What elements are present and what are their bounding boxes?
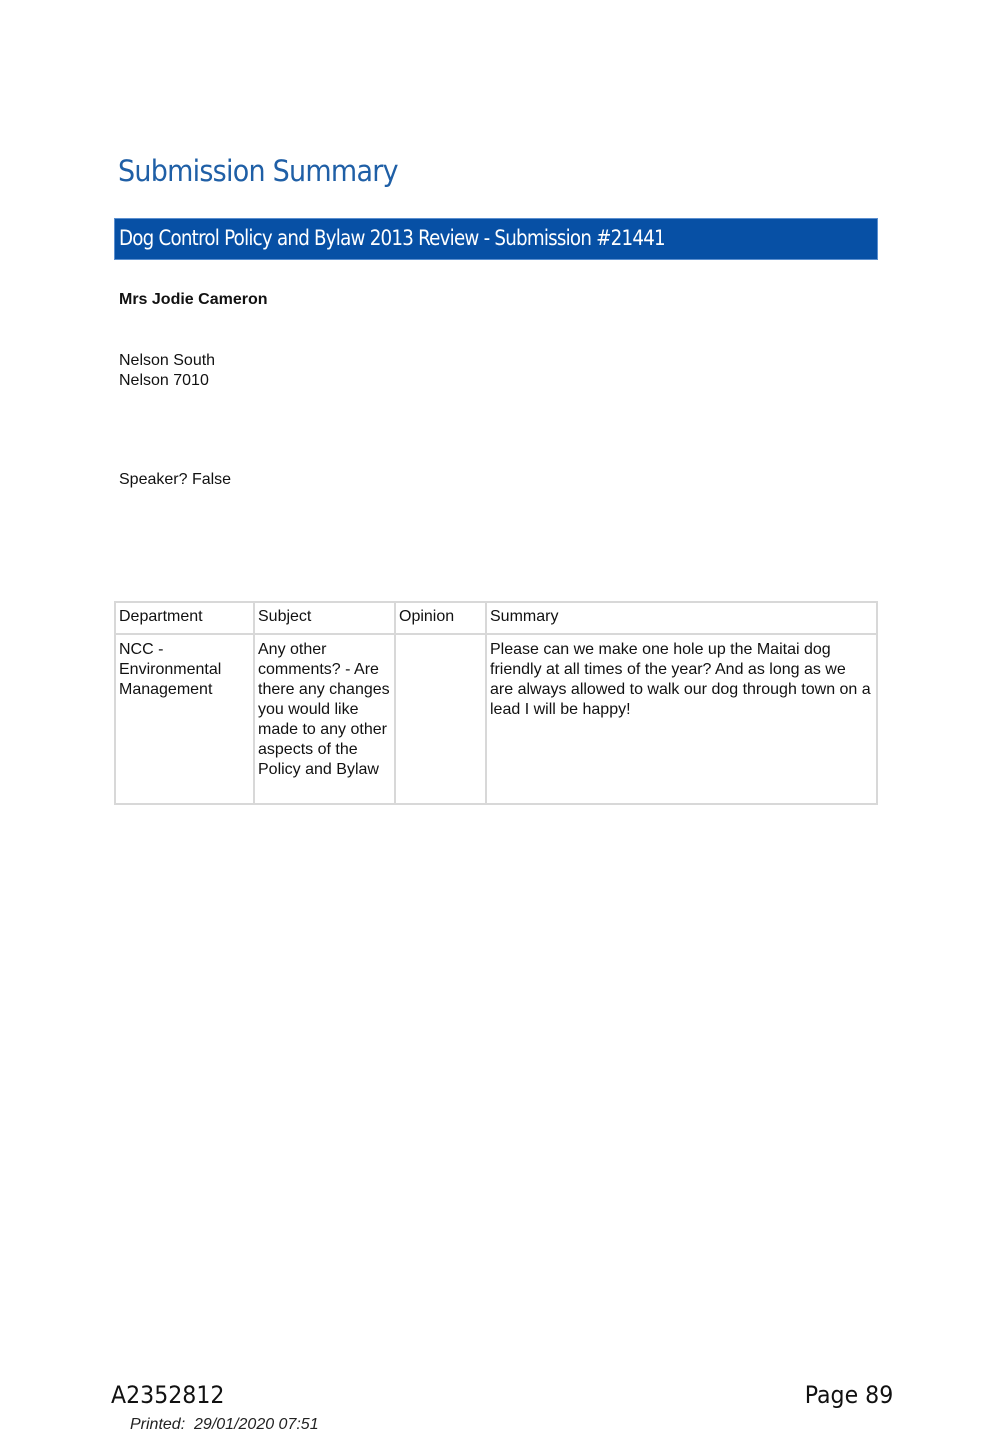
page-title: Submission Summary bbox=[118, 154, 398, 188]
cell-department: NCC - Environmental Management bbox=[115, 634, 254, 804]
printed-timestamp: Printed: 29/01/2020 07:51 bbox=[130, 1416, 319, 1433]
address-line-1: Nelson South bbox=[119, 352, 216, 369]
header-subject: Subject bbox=[254, 602, 395, 634]
cell-summary: Please can we make one hole up the Maitai dog friendly at all times of the year? And as long as we are always allowed to walk our dog through town on a lead I will be happy! bbox=[486, 634, 877, 804]
table-row bbox=[115, 634, 877, 804]
submitter-address bbox=[119, 351, 215, 391]
submitter-name: Mrs Jodie Cameron bbox=[119, 291, 268, 308]
document-id: A2352812 bbox=[111, 1381, 225, 1409]
table-header-row bbox=[115, 602, 877, 634]
header-summary: Summary bbox=[486, 602, 877, 634]
speaker-status: Speaker? False bbox=[119, 471, 232, 488]
page-number: Page 89 bbox=[804, 1381, 893, 1409]
address-line-2: Nelson 7010 bbox=[119, 372, 209, 389]
header-department: Department bbox=[115, 602, 254, 634]
banner-title: Dog Control Policy and Bylaw 2013 Review - Submission #21441 bbox=[119, 226, 665, 250]
submission-banner bbox=[114, 218, 878, 260]
cell-subject: Any other comments? - Are there any changes you would like made to any other aspects of the Policy and Bylaw bbox=[254, 634, 395, 804]
header-opinion: Opinion bbox=[395, 602, 486, 634]
submission-table bbox=[114, 601, 878, 805]
cell-opinion bbox=[395, 634, 486, 804]
